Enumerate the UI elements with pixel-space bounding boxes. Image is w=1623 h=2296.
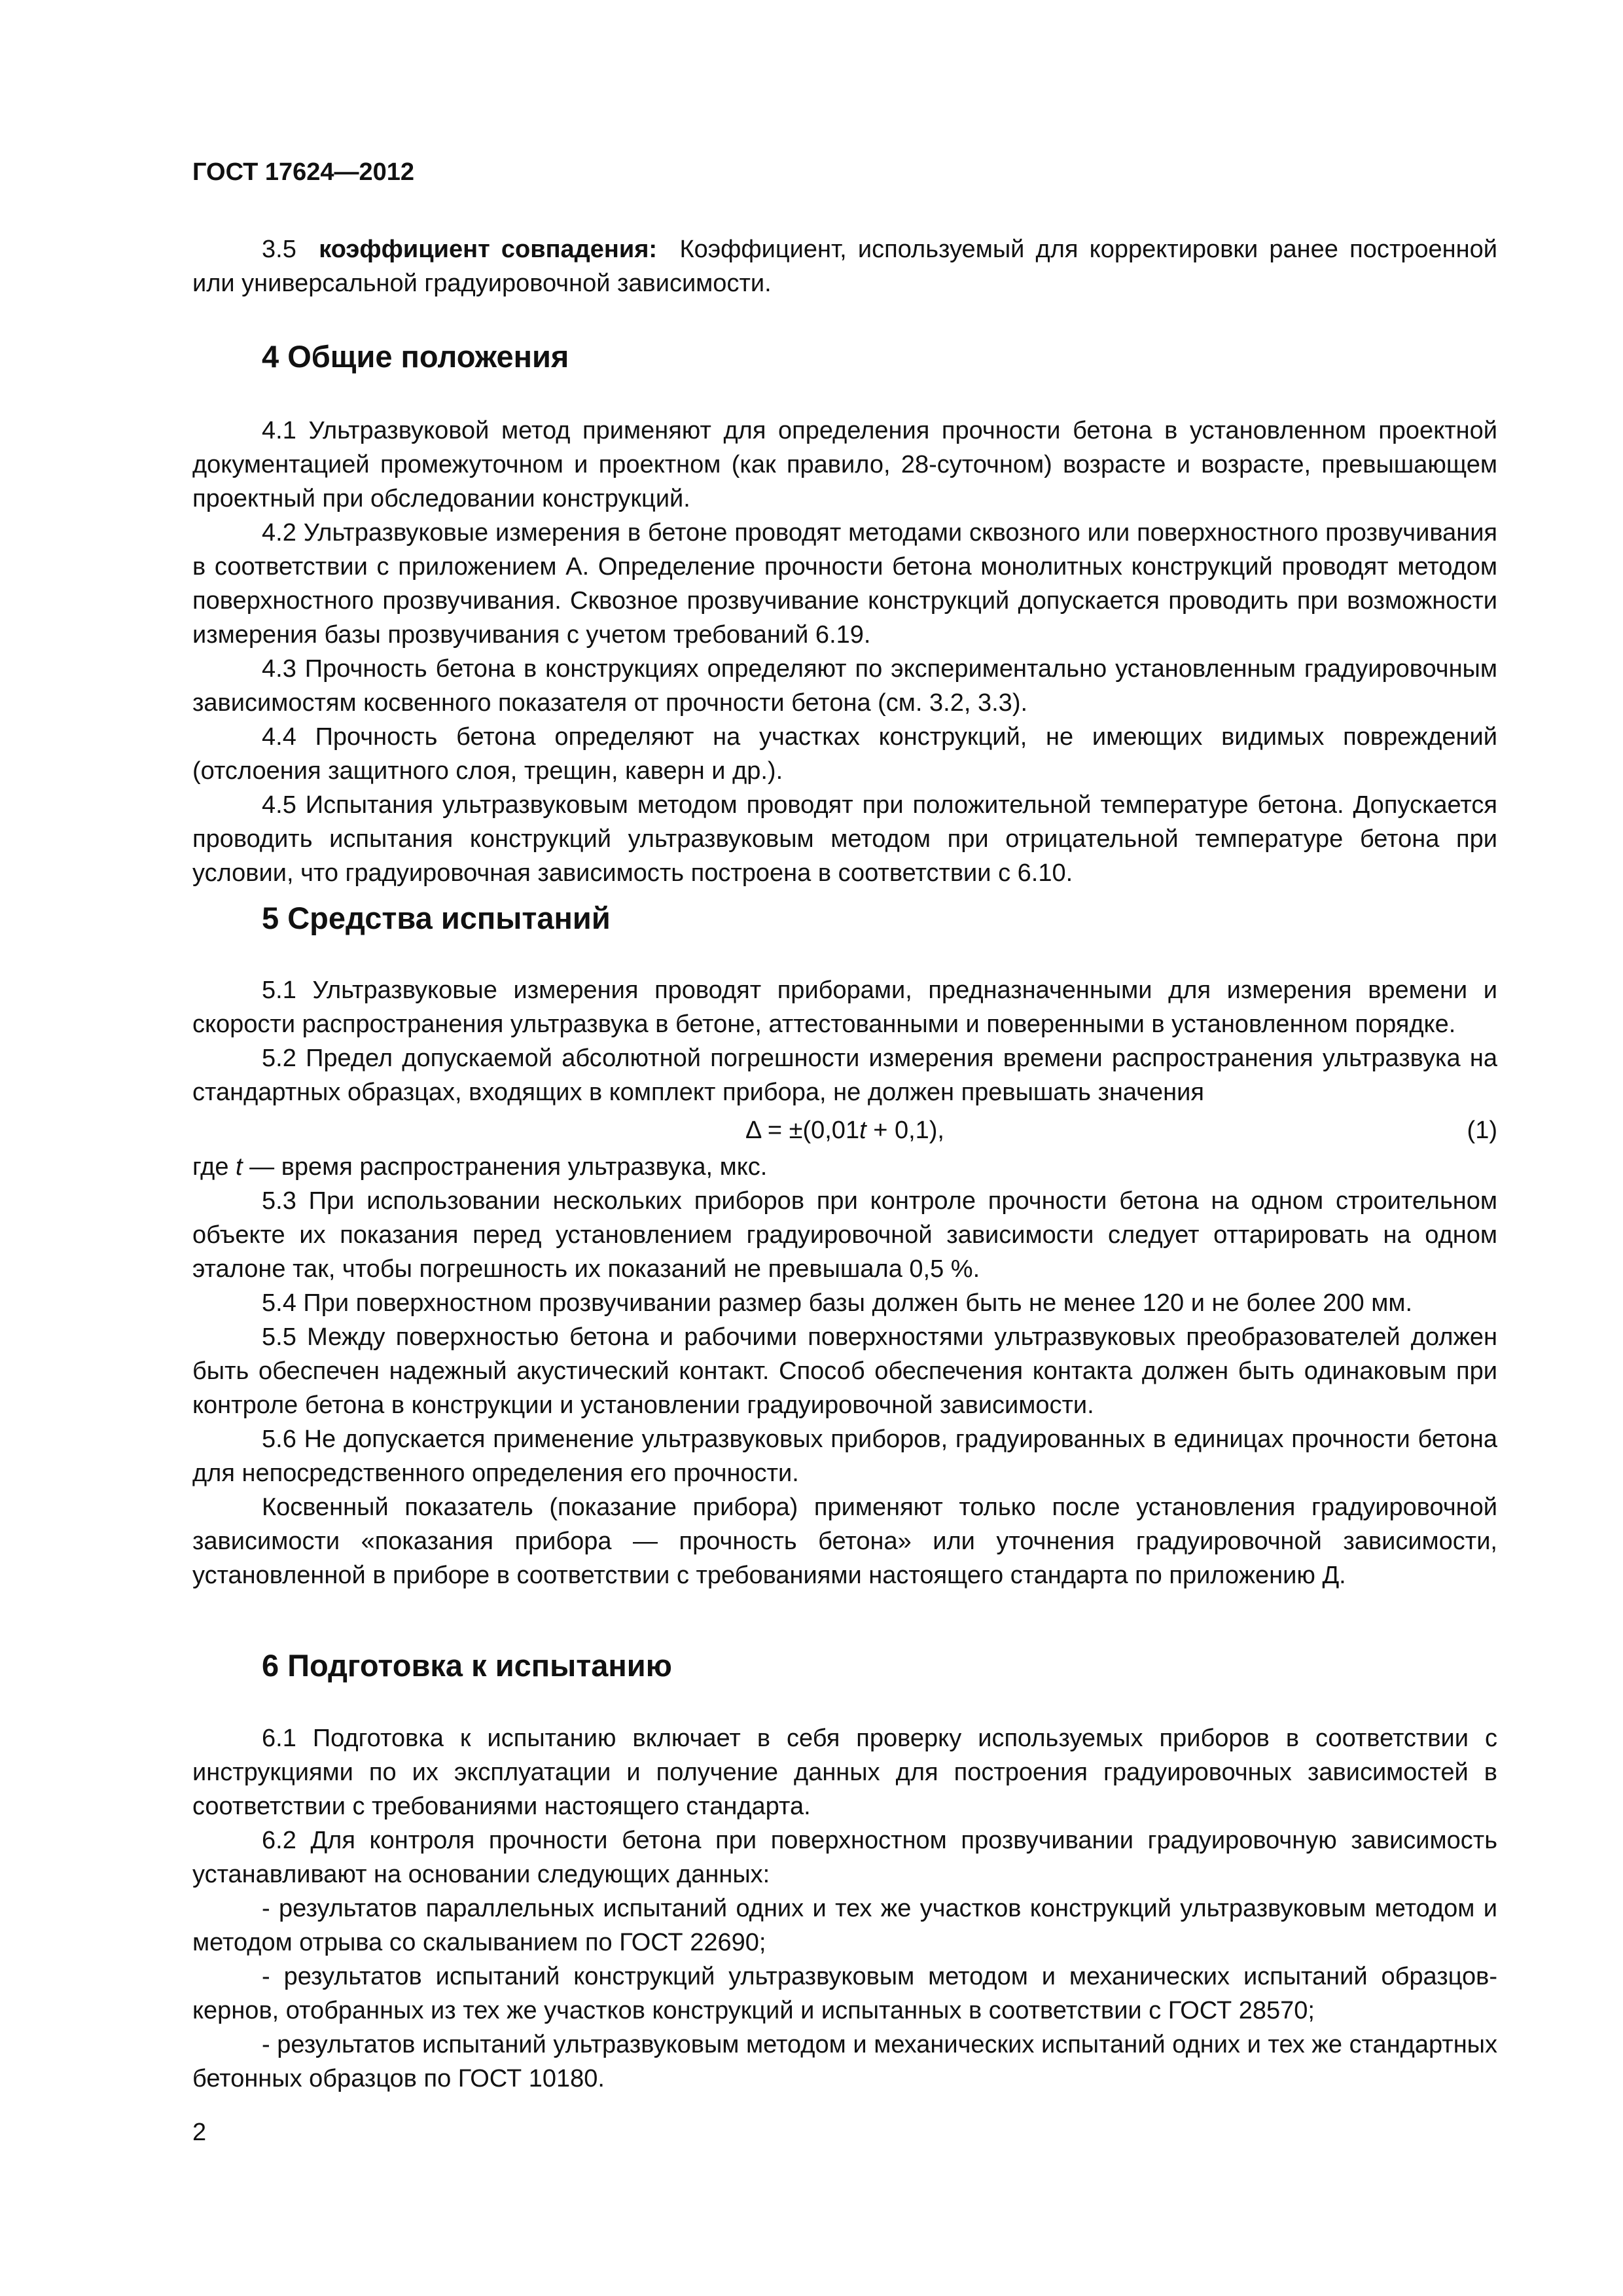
page-number: 2	[192, 2119, 207, 2146]
list-item: - результатов испытаний ультразвуковым методом и механических испытаний одних и тех же стандартных бетонных образцов по ГОСТ 10180.	[192, 2031, 1497, 2092]
paragraph-4-5: 4.5 Испытания ультразвуковым методом проводят при положительной температуре бетона. Допускается проводить испытания конструкций ультразвуковым методом при отрицательной температуре бетона при условии, что градуировочная зависимость построена в соответствии с 6.10.	[192, 791, 1497, 887]
section-5-body	[192, 973, 1497, 1592]
paragraph-5-5: 5.5 Между поверхностью бетона и рабочими поверхностями ультразвуковых преобразователей должен быть обеспечен надежный акустический контакт. Способ обеспечения контакта должен быть одинаковым при контроле бетона в конструкции и установлении градуировочной зависимости.	[192, 1323, 1497, 1419]
document-code: ГОСТ 17624—2012	[192, 158, 415, 186]
paragraph-4-3: 4.3 Прочность бетона в конструкциях определяют по экспериментально установленным градуировочным зависимостям косвенного показателя от прочности бетона (см. 3.2, 3.3).	[192, 655, 1497, 717]
paragraph-6-2: 6.2 Для контроля прочности бетона при поверхностном прозвучивании градуировочную зависимость устанавливают на основании следующих данных:	[192, 1827, 1497, 1888]
formula-number: (1)	[1467, 1117, 1497, 1144]
paragraph-5-6: 5.6 Не допускается применение ультразвуковых приборов, градуированных в единицах прочности бетона для непосредственного определения его прочности.	[192, 1426, 1497, 1487]
paragraph-5-6b: Косвенный показатель (показание прибора) применяют только после установления градуировочной зависимости «показания прибора — прочность бетона» или уточнения градуировочной зависимости, установленной в приборе в соответствии с требованиями настоящего стандарта по приложению Д.	[192, 1494, 1497, 1589]
section-5-heading	[192, 899, 1497, 938]
paragraph-4-1: 4.1 Ультразвуковой метод применяют для определения прочности бетона в установленном проектной документацией промежуточном и проектном (как правило, 28-суточном) возрасте и возрасте, превышающем проектный при обследовании конструкций.	[192, 417, 1497, 512]
section-title: 5 Средства испытаний	[262, 901, 611, 935]
term-text: Коэффициент, используемый для корректировки ранее построенной или универсальной градуировочной зависимости.	[192, 236, 1497, 297]
term-definition: коэффициент совпадения:	[319, 236, 658, 263]
section-6-heading	[192, 1646, 1497, 1685]
section-title: 4 Общие положения	[262, 339, 569, 374]
section-4-body	[192, 414, 1497, 890]
paragraph-5-4: 5.4 При поверхностном прозвучивании размер базы должен быть не менее 120 и не более 200 мм.	[262, 1289, 1413, 1317]
paragraph-5-1: 5.1 Ультразвуковые измерения проводят приборами, предназначенными для измерения времени и скорости распространения ультразвука в бетоне, аттестованными и поверенными в установленном порядке.	[192, 977, 1497, 1038]
formula-1	[192, 1113, 1497, 1147]
paragraph-4-2: 4.2 Ультразвуковые измерения в бетоне проводят методами сквозного или поверхностного прозвучивания в соответствии с приложением А. Определение прочности бетона монолитных конструкций проводят методом поверхностного прозвучивания. Сквозное прозвучивание конструкций допускается проводить при возможности измерения базы прозвучивания с учетом требований 6.19.	[192, 519, 1497, 649]
list-item: - результатов параллельных испытаний одних и тех же участков конструкций ультразвуковым методом и методом отрыва со скалыванием по ГОСТ 22690;	[192, 1895, 1497, 1956]
paragraph-4-4: 4.4 Прочность бетона определяют на участках конструкций, не имеющих видимых повреждений (отслоения защитного слоя, трещин, каверн и др.).	[192, 723, 1497, 785]
clause-3-5	[192, 232, 1497, 300]
paragraph-5-2: 5.2 Предел допускаемой абсолютной погрешности измерения времени распространения ультразвука на стандартных образцах, входящих в комплект прибора, не должен превышать значения	[192, 1045, 1497, 1106]
formula-lhs: Δ = ±(0,01	[745, 1117, 860, 1144]
section-title: 6 Подготовка к испытанию	[262, 1648, 672, 1683]
list-item: - результатов испытаний конструкций ультразвуковым методом и механических испытаний образцов-кернов, отобранных из тех же участков конструкций и испытанных в соответствии с ГОСТ 28570;	[192, 1963, 1497, 2024]
section-4-heading	[192, 337, 1497, 376]
section-6-body	[192, 1721, 1497, 2096]
formula-where: где t — время распространения ультразвука, мкс.	[192, 1153, 768, 1181]
formula-rhs: + 0,1),	[866, 1117, 944, 1144]
paragraph-6-1: 6.1 Подготовка к испытанию включает в себя проверку используемых приборов в соответствии с инструкциями по их эксплуатации и получение данных для построения градуировочных зависимостей в соответствии с требованиями настоящего стандарта.	[192, 1725, 1497, 1820]
clause-number: 3.5	[262, 236, 296, 263]
paragraph-5-3: 5.3 При использовании нескольких приборов при контроле прочности бетона на одном строительном объекте их показания перед установлением градуировочной зависимости следует оттарировать на одном эталоне так, чтобы погрешность их показаний не превышала 0,5 %.	[192, 1187, 1497, 1283]
formula-variable: t	[859, 1117, 866, 1144]
